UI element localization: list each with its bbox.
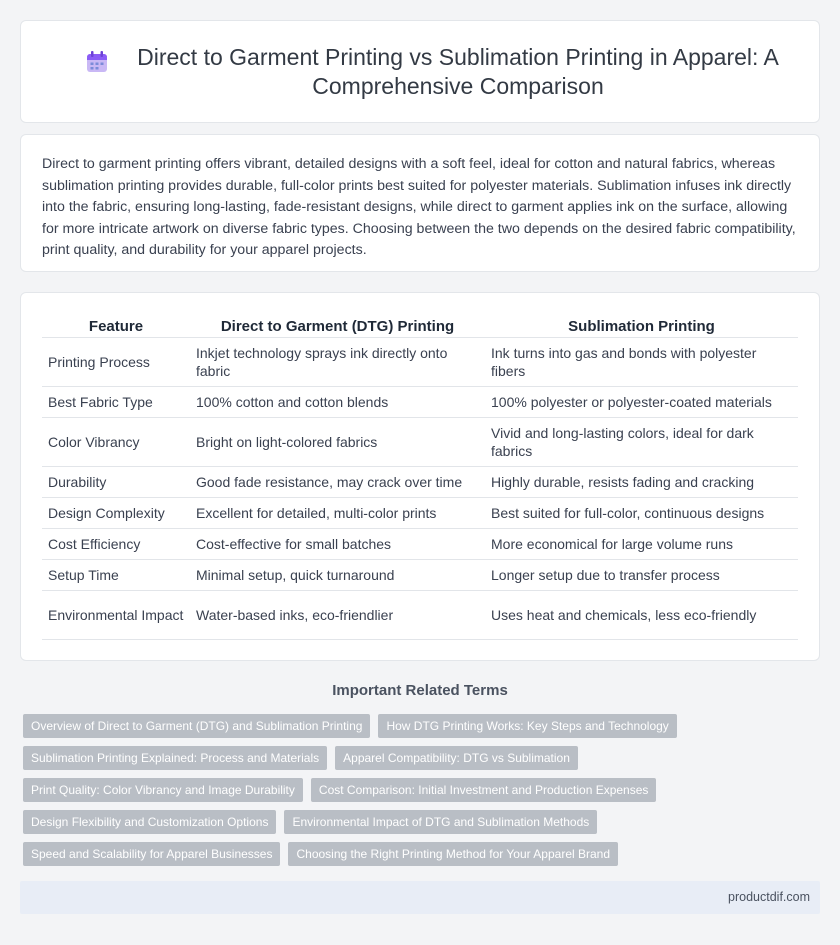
cell-dtg: 100% cotton and cotton blends: [190, 386, 485, 417]
tag-row: [23, 714, 823, 738]
table-row: [42, 466, 798, 497]
cell-sublimation: Vivid and long-lasting colors, ideal for dark fabrics: [485, 417, 798, 466]
table-row: [42, 528, 798, 559]
cell-feature: Design Complexity: [42, 497, 190, 528]
footer-site-link[interactable]: productdif.com: [728, 890, 810, 904]
cell-dtg: Cost-effective for small batches: [190, 528, 485, 559]
header-sublimation: Sublimation Printing: [485, 315, 798, 337]
comparison-table: [42, 315, 798, 640]
cell-dtg: Water-based inks, eco-friendlier: [190, 590, 485, 639]
related-terms-heading: Important Related Terms: [332, 682, 508, 699]
cell-dtg: Inkjet technology sprays ink directly onto fabric: [190, 337, 485, 386]
table-row: [42, 559, 798, 590]
title-card: [20, 20, 820, 123]
cell-dtg: Minimal setup, quick turnaround: [190, 559, 485, 590]
cell-sublimation: Highly durable, resists fading and cracking: [485, 466, 798, 497]
related-term-link[interactable]: Design Flexibility and Customization Options: [23, 810, 276, 834]
tag-row: [23, 842, 823, 866]
table-row: [42, 337, 798, 386]
related-term-link[interactable]: Environmental Impact of DTG and Sublimation Methods: [284, 810, 597, 834]
cell-feature: Color Vibrancy: [42, 417, 190, 466]
cell-sublimation: Uses heat and chemicals, less eco-friendly: [485, 590, 798, 639]
cell-feature: Setup Time: [42, 559, 190, 590]
cell-dtg: Bright on light-colored fabrics: [190, 417, 485, 466]
page-title: Direct to Garment Printing vs Sublimation Printing in Apparel: A Comprehensive Comparison: [137, 44, 779, 99]
cell-feature: Environmental Impact: [42, 590, 190, 639]
intro-paragraph: Direct to garment printing offers vibrant, detailed designs with a soft feel, ideal for cotton and natural fabrics, whereas sublimation printing provides durable, full-color prints best suited for polyester materials. Sublimation infuses ink directly into the fabric, ensuring long-lasting, fade-resistant designs, while direct to garment applies ink on the surface, allowing for more intricate artwork on diverse fabric types. Choosing between the two depends on the desired fabric compatibility, print quality, and durability for your apparel projects.: [42, 156, 796, 258]
cell-sublimation: Ink turns into gas and bonds with polyester fibers: [485, 337, 798, 386]
header-dtg: Direct to Garment (DTG) Printing: [190, 315, 485, 337]
header-feature: Feature: [42, 315, 190, 337]
calendar-icon: [84, 49, 110, 75]
footer: [20, 881, 820, 914]
tag-row: [23, 810, 823, 834]
related-term-link[interactable]: Sublimation Printing Explained: Process and Materials: [23, 746, 327, 770]
related-term-link[interactable]: Cost Comparison: Initial Investment and Production Expenses: [311, 778, 657, 802]
related-terms-list: [23, 714, 823, 874]
cell-sublimation: Best suited for full-color, continuous designs: [485, 497, 798, 528]
cell-feature: Cost Efficiency: [42, 528, 190, 559]
cell-dtg: Excellent for detailed, multi-color prints: [190, 497, 485, 528]
cell-feature: Best Fabric Type: [42, 386, 190, 417]
cell-sublimation: 100% polyester or polyester-coated materials: [485, 386, 798, 417]
related-term-link[interactable]: Apparel Compatibility: DTG vs Sublimation: [335, 746, 578, 770]
cell-dtg: Good fade resistance, may crack over time: [190, 466, 485, 497]
table-row: [42, 417, 798, 466]
related-term-link[interactable]: Print Quality: Color Vibrancy and Image Durability: [23, 778, 303, 802]
table-header-row: [42, 315, 798, 337]
table-row: [42, 497, 798, 528]
tag-row: [23, 746, 823, 770]
table-row: [42, 386, 798, 417]
intro-card: [20, 134, 820, 272]
related-term-link[interactable]: Overview of Direct to Garment (DTG) and Sublimation Printing: [23, 714, 370, 738]
tag-row: [23, 778, 823, 802]
cell-feature: Durability: [42, 466, 190, 497]
cell-sublimation: Longer setup due to transfer process: [485, 559, 798, 590]
related-term-link[interactable]: How DTG Printing Works: Key Steps and Technology: [378, 714, 676, 738]
table-row: [42, 590, 798, 639]
cell-sublimation: More economical for large volume runs: [485, 528, 798, 559]
cell-feature: Printing Process: [42, 337, 190, 386]
related-term-link[interactable]: Choosing the Right Printing Method for Your Apparel Brand: [288, 842, 618, 866]
comparison-card: [20, 292, 820, 661]
related-term-link[interactable]: Speed and Scalability for Apparel Businesses: [23, 842, 280, 866]
